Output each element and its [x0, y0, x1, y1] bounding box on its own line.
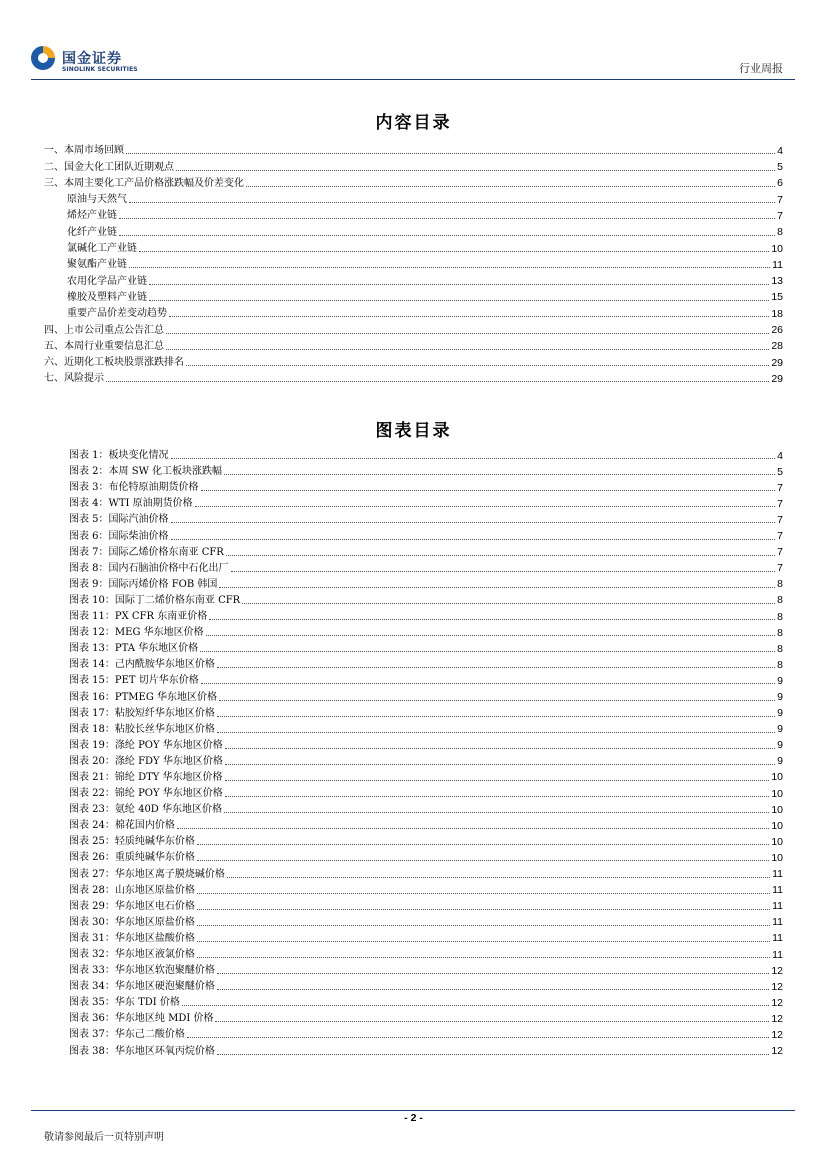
toc-entry-label: 农用化学品产业链 [67, 275, 147, 287]
figure-entry-label: 图表 23：氨纶 40D 华东地区价格 [69, 804, 223, 816]
figure-entry-label: 图表 37：华东己二酸价格 [69, 1029, 185, 1041]
page-header [0, 0, 827, 80]
figure-entry-label: 图表 14：己内酰胺华东地区价格 [69, 659, 215, 671]
toc-entry-page: 6 [777, 177, 783, 190]
toc-entry-page: 28 [771, 340, 783, 353]
dot-leader [106, 380, 769, 382]
toc-entry-page: 4 [777, 144, 783, 157]
report-type: 行业周报 [739, 62, 783, 75]
figure-entry-page: 12 [771, 1045, 783, 1058]
figure-entry[interactable] [69, 574, 783, 590]
toc-entry-label: 重要产品价差变动趋势 [67, 308, 167, 320]
figure-entry-page: 9 [777, 691, 783, 703]
figure-entry-label: 图表 21：锦纶 DTY 华东地区价格 [69, 771, 223, 783]
toc-entry[interactable] [44, 368, 783, 384]
figure-entry-label: 图表 27：华东地区离子膜烧碱价格 [69, 868, 225, 880]
dot-leader [171, 521, 776, 523]
table-of-contents [44, 140, 783, 384]
figure-entry-label: 图表 38：华东地区环氧丙烷价格 [69, 1045, 215, 1057]
figure-entry-page: 9 [777, 674, 783, 687]
figure-entry[interactable] [69, 896, 783, 912]
figure-entry-page: 11 [772, 900, 783, 913]
figure-entry-label: 图表 35：华东 TDI 价格 [69, 997, 180, 1009]
dot-leader [182, 1004, 769, 1006]
figure-entry-page: 8 [777, 626, 783, 639]
figure-entry-page: 5 [777, 465, 783, 478]
figure-entry[interactable] [69, 477, 783, 493]
figure-entry[interactable] [69, 493, 783, 509]
toc-entry-label: 氯碱化工产业链 [67, 243, 137, 255]
figure-entry[interactable] [69, 880, 783, 896]
figure-entry-page: 11 [772, 932, 783, 945]
toc-entry[interactable] [44, 287, 783, 303]
toc-entry-page: 15 [771, 291, 783, 304]
dot-leader [217, 731, 775, 733]
dot-leader [177, 827, 769, 829]
dot-leader [119, 234, 775, 236]
figure-entry[interactable] [69, 590, 783, 606]
toc-entry[interactable] [44, 189, 783, 205]
toc-entry[interactable] [44, 156, 783, 172]
dot-leader [217, 715, 775, 717]
dot-leader [197, 892, 770, 894]
toc-title: 内容目录 [375, 113, 452, 133]
figure-entry-label: 图表 9：国际丙烯价格 FOB 韩国 [69, 578, 218, 590]
dot-leader [129, 266, 770, 268]
figures-title: 图表目录 [375, 421, 452, 441]
figure-entry[interactable] [69, 831, 783, 847]
figure-entry-page: 7 [777, 481, 783, 494]
dot-leader [197, 940, 770, 942]
figure-entry[interactable] [69, 912, 783, 928]
figure-entry-page: 9 [777, 723, 783, 736]
figure-entry-page: 11 [772, 916, 783, 929]
toc-entry-label: 聚氨酯产业链 [67, 259, 127, 271]
toc-entry-page: 10 [771, 242, 783, 255]
figure-entry-label: 图表 24：棉花国内价格 [69, 820, 175, 832]
figure-entry[interactable] [69, 928, 783, 944]
figure-entry-label: 图表 7：国际乙烯价格东南亚 CFR [69, 546, 224, 558]
dot-leader [186, 364, 769, 366]
logo-english-name: SINOLINK SECURITIES [62, 66, 138, 73]
figure-entry-page: 7 [777, 497, 783, 510]
dot-leader [209, 618, 775, 620]
toc-entry[interactable] [44, 303, 783, 319]
dot-leader [246, 185, 775, 187]
figure-entry[interactable] [69, 1008, 783, 1024]
figure-entry-label: 图表 11：PX CFR 东南亚价格 [69, 611, 208, 623]
figure-entry-label: 图表 32：华东地区液氯价格 [69, 949, 195, 960]
figure-entry[interactable] [69, 461, 783, 477]
figure-entry-label: 图表 17：粘胶短纤华东地区价格 [69, 707, 215, 719]
figure-entry[interactable] [69, 815, 783, 831]
dot-leader [129, 201, 775, 203]
dot-leader [215, 1020, 769, 1022]
toc-entry[interactable] [44, 173, 783, 189]
toc-entry[interactable] [44, 254, 783, 270]
toc-entry-label: 三、本周主要化工产品价格涨跌幅及价差变化 [44, 177, 244, 189]
toc-entry-label: 一、本周市场回顾 [44, 145, 124, 157]
dot-leader [231, 570, 776, 572]
figure-entry-page: 9 [777, 739, 783, 752]
figure-entry-label: 图表 2：本周 SW 化工板块涨跌幅 [69, 466, 223, 478]
figure-entry-page: 12 [771, 1012, 783, 1025]
figure-entry-page: 7 [777, 513, 783, 526]
toc-entry-page: 8 [777, 226, 783, 239]
figure-entry[interactable] [69, 686, 783, 702]
dot-leader [187, 1036, 769, 1038]
figure-entry[interactable] [69, 735, 783, 751]
figure-entry-page: 12 [771, 964, 783, 977]
figure-entry[interactable] [69, 960, 783, 976]
figure-entry-page: 7 [777, 530, 783, 543]
dot-leader [171, 457, 776, 459]
figure-entry-page: 12 [771, 1028, 783, 1041]
figure-entry-label: 图表 1：板块变化情况 [69, 450, 169, 462]
figure-entry-page: 8 [777, 658, 783, 671]
dot-leader [206, 634, 776, 636]
dot-leader [197, 859, 769, 861]
figure-entry-label: 图表 31：华东地区盐酸价格 [69, 932, 195, 944]
toc-entry-label: 烯烃产业链 [67, 210, 117, 222]
dot-leader [225, 763, 775, 765]
figure-entry-page: 12 [771, 980, 783, 993]
figure-entry[interactable] [69, 751, 783, 767]
figure-entry-label: 图表 20：涤纶 FDY 华东地区价格 [69, 755, 223, 767]
dot-leader [201, 682, 775, 684]
dot-leader [217, 666, 775, 668]
figure-entry[interactable] [69, 944, 783, 960]
figure-entry[interactable] [69, 1040, 783, 1056]
dot-leader [217, 972, 769, 974]
toc-entry-page: 11 [772, 258, 783, 271]
figure-entry-label: 图表 30：华东地区原盐价格 [69, 916, 195, 928]
figure-entry[interactable] [69, 525, 783, 541]
dot-leader [227, 876, 770, 878]
figure-entry-label: 图表 13：PTA 华东地区价格 [69, 643, 199, 655]
figure-entry-label: 图表 22：锦纶 POY 华东地区价格 [69, 788, 223, 800]
figure-entry-page: 7 [777, 562, 783, 575]
logo-mark-icon [31, 46, 55, 70]
toc-entry-label: 四、上市公司重点公告汇总 [44, 324, 164, 336]
figure-entry-label: 图表 33：华东地区软泡聚醚价格 [69, 965, 215, 977]
dot-leader [224, 473, 775, 475]
figure-entry[interactable] [69, 654, 783, 670]
toc-entry-page: 7 [777, 193, 783, 206]
toc-entry-label: 化纤产业链 [67, 226, 117, 238]
dot-leader [201, 489, 776, 491]
figure-entry-label: 图表 29：华东地区电石价格 [69, 900, 195, 912]
figure-entry-page: 4 [777, 449, 783, 462]
figure-entry-page: 10 [771, 803, 783, 816]
dot-leader [225, 795, 770, 797]
dot-leader [126, 152, 775, 154]
figure-entry[interactable] [69, 767, 783, 783]
dot-leader [171, 538, 776, 540]
page-number: - 2 - [404, 1112, 423, 1124]
figure-entry-label: 图表 19：涤纶 POY 华东地区价格 [69, 739, 223, 751]
toc-entry[interactable] [44, 140, 783, 156]
dot-leader [200, 650, 775, 652]
disclaimer: 敬请参阅最后一页特别声明 [44, 1132, 164, 1143]
figure-entry-label: 图表 26：重质纯碱华东价格 [69, 852, 195, 864]
toc-entry-label: 二、国金大化工团队近期观点 [44, 161, 174, 173]
dot-leader [166, 348, 769, 350]
toc-entry-page: 18 [771, 307, 783, 320]
figure-entry-page: 10 [771, 819, 783, 832]
toc-entry[interactable] [44, 352, 783, 368]
figures-list [69, 445, 783, 1057]
logo-chinese-name: 国金证券 [62, 51, 122, 67]
figure-entry-page: 9 [777, 755, 783, 768]
figure-entry-page: 11 [772, 884, 783, 897]
figure-entry[interactable] [69, 799, 783, 815]
figure-entry-page: 12 [771, 996, 783, 1009]
figure-entry[interactable] [69, 703, 783, 719]
toc-entry-label: 原油与天然气 [67, 194, 127, 206]
figure-entry[interactable] [69, 976, 783, 992]
figure-entry-label: 图表 8：国内石脑油价格中石化出厂 [69, 562, 229, 574]
header-divider [31, 79, 795, 80]
figure-entry[interactable] [69, 719, 783, 735]
figure-entry-label: 图表 28：山东地区原盐价格 [69, 884, 195, 896]
toc-entry[interactable] [44, 319, 783, 335]
toc-entry[interactable] [44, 238, 783, 254]
toc-entry-label: 橡胶及塑料产业链 [67, 291, 147, 303]
figure-entry[interactable] [69, 606, 783, 622]
figure-entry-page: 8 [777, 642, 783, 655]
figure-entry[interactable] [69, 783, 783, 799]
dot-leader [166, 332, 769, 334]
figure-entry[interactable] [69, 1024, 783, 1040]
toc-entry-label: 五、本周行业重要信息汇总 [44, 340, 164, 352]
figure-entry-page: 10 [771, 851, 783, 864]
toc-entry-page: 26 [771, 324, 783, 337]
figure-entry-page: 8 [777, 610, 783, 623]
figure-entry-label: 图表 6：国际柴油价格 [69, 530, 169, 542]
toc-entry[interactable] [44, 336, 783, 352]
figure-entry[interactable] [69, 622, 783, 638]
figure-entry[interactable] [69, 638, 783, 654]
figure-entry-label: 图表 16：PTMEG 华东地区价格 [69, 691, 218, 703]
toc-entry-page: 13 [771, 275, 783, 288]
dot-leader [197, 843, 769, 845]
figure-entry-page: 7 [777, 546, 783, 559]
dot-leader [225, 779, 770, 781]
figure-entry[interactable] [69, 847, 783, 863]
figure-entry-page: 11 [772, 948, 783, 961]
toc-entry[interactable] [44, 270, 783, 286]
figure-entry-label: 图表 15：PET 切片华东价格 [69, 675, 199, 687]
figure-entry-label: 图表 36：华东地区纯 MDI 价格 [69, 1013, 214, 1025]
dot-leader [119, 217, 775, 219]
figure-entry-label: 图表 34：华东地区硬泡聚醚价格 [69, 981, 215, 993]
dot-leader [197, 956, 770, 958]
toc-entry[interactable] [44, 205, 783, 221]
dot-leader [242, 602, 775, 604]
figure-entry-page: 8 [777, 578, 783, 591]
figure-entry[interactable] [69, 445, 783, 461]
dot-leader [197, 924, 770, 926]
figure-entry[interactable] [69, 670, 783, 686]
figure-entry-label: 图表 10：国际丁二烯价格东南亚 CFR [69, 594, 241, 606]
dot-leader [149, 283, 769, 285]
dot-leader [224, 811, 769, 813]
dot-leader [217, 988, 769, 990]
dot-leader [226, 554, 775, 556]
figure-entry-label: 图表 18：粘胶长丝华东地区价格 [69, 723, 215, 735]
company-logo [31, 46, 161, 78]
toc-entry-page: 29 [771, 356, 783, 369]
toc-entry-label: 七、风险提示 [44, 373, 104, 385]
dot-leader [219, 586, 775, 588]
dot-leader [139, 250, 769, 252]
figure-entry-label: 图表 3：布伦特原油期货价格 [69, 482, 199, 494]
figure-entry-label: 图表 4：WTI 原油期货价格 [69, 498, 193, 510]
footer-divider [31, 1110, 795, 1111]
figure-entry[interactable] [69, 992, 783, 1008]
figure-entry-label: 图表 12：MEG 华东地区价格 [69, 627, 204, 639]
dot-leader [225, 747, 775, 749]
figure-entry-page: 8 [777, 594, 783, 607]
figure-entry-page: 10 [771, 787, 783, 800]
figure-entry-page: 11 [772, 868, 783, 881]
figure-entry[interactable] [69, 863, 783, 879]
dot-leader [197, 908, 770, 910]
figure-entry-page: 9 [777, 707, 783, 720]
toc-entry-page: 5 [777, 161, 783, 174]
figure-entry-label: 图表 25：轻质纯碱华东价格 [69, 836, 195, 848]
figure-entry-label: 图表 5：国际汽油价格 [69, 514, 169, 526]
dot-leader [176, 169, 775, 171]
dot-leader [149, 299, 769, 301]
figure-entry-page: 10 [771, 771, 783, 784]
figure-entry-page: 10 [771, 835, 783, 848]
figure-entry[interactable] [69, 542, 783, 558]
dot-leader [169, 315, 769, 317]
dot-leader [195, 505, 776, 507]
toc-entry-page: 7 [777, 209, 783, 222]
toc-entry-label: 六、近期化工板块股票涨跌排名 [44, 357, 184, 369]
figure-entry[interactable] [69, 509, 783, 525]
dot-leader [219, 699, 775, 701]
figure-entry[interactable] [69, 558, 783, 574]
dot-leader [217, 1053, 769, 1055]
toc-entry-page: 29 [771, 372, 783, 385]
toc-entry[interactable] [44, 221, 783, 237]
